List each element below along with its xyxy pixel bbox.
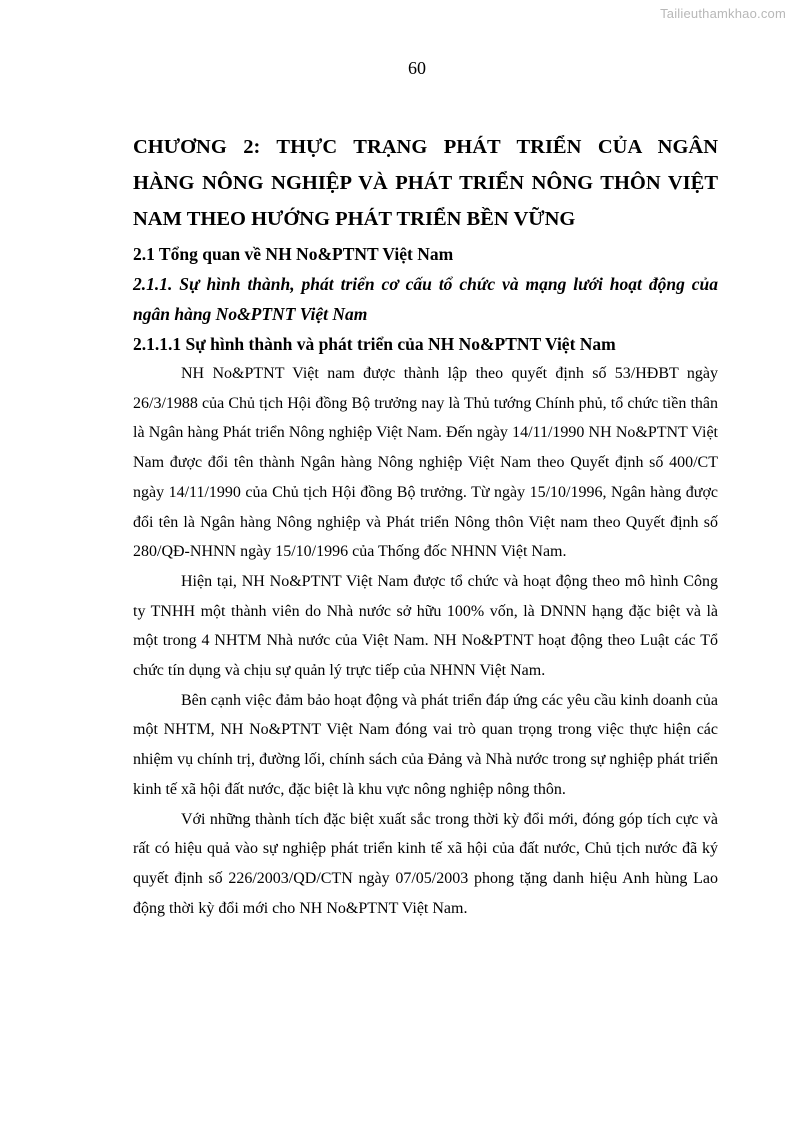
watermark: Tailieuthamkhao.com — [660, 6, 786, 21]
chapter-title-line: CHƯƠNG 2: THỰC TRẠNG PHÁT TRIỂN CỦA NGÂN — [133, 136, 718, 158]
paragraph-current-status: Hiện tại, NH No&PTNT Việt Nam được tổ chức và hoạt động theo mô hình Công ty TNHH một thành viên do Nhà nước sở hữu 100% vốn, là DNNN hạng đặc biệt và là một trong 4 NHTM Nhà nước của Việt Nam. NH No&PTNT hoạt động theo Luật các Tổ chức tín dụng và chịu sự quản lý trực tiếp của NHNN Việt Nam. — [133, 572, 718, 680]
page-number: 60 — [408, 58, 426, 78]
chapter-title-line: NAM THEO HƯỚNG PHÁT TRIỂN BỀN VỮNG — [133, 208, 576, 230]
chapter-title-line: HÀNG NÔNG NGHIỆP VÀ PHÁT TRIỂN NÔNG THÔN VIỆT — [133, 172, 718, 194]
paragraph-founding: NH No&PTNT Việt nam được thành lập theo quyết định số 53/HĐBT ngày 26/3/1988 của Chủ tịch Hội đồng Bộ trưởng nay là Thủ tướng Chính phủ, tổ chức tiền thân là Ngân hàng Phát triển Nông nghiệp Việt Nam. Đến ngày 14/11/1990 NH No&PTNT Việt Nam được đổi tên thành Ngân hàng Nông nghiệp Việt Nam theo Quyết định số 400/CT ngày 14/11/1990 của Chủ tịch Hội đồng Bộ trưởng. Từ ngày 15/10/1996, Ngân hàng được đổi tên là Ngân hàng Nông nghiệp và Phát triển Nông thôn Việt nam theo Quyết định số 280/QĐ-NHNN ngày 15/10/1996 của Thống đốc NHNN Việt Nam. — [133, 365, 718, 561]
paragraph-award: Với những thành tích đặc biệt xuất sắc trong thời kỳ đổi mới, đóng góp tích cực và rất có hiệu quả vào sự nghiệp phát triển kinh tế xã hội của đất nước, Chủ tịch nước đã ký quyết định số 226/2003/QD/CTN ngày 07/05/2003 phong tặng danh hiệu Anh hùng Lao động thời kỳ đổi mới cho NH No&PTNT Việt Nam. — [133, 810, 718, 917]
section-heading-line: ngân hàng No&PTNT Việt Nam — [133, 304, 368, 324]
section-heading-2-1-1 — [133, 269, 718, 329]
page-content — [133, 129, 718, 923]
section-heading-line: 2.1.1. Sự hình thành, phát triển cơ cấu tổ chức và mạng lưới hoạt động của — [133, 274, 718, 294]
paragraph-role: Bên cạnh việc đảm bảo hoạt động và phát triển đáp ứng các yêu cầu kinh doanh của một NHTM, NH No&PTNT Việt Nam đóng vai trò quan trọng trong việc thực hiện các nhiệm vụ chính trị, đường lối, chính sách của Đảng và Nhà nước trong sự nghiệp phát triển kinh tế xã hội đất nước, đặc biệt là khu vực nông nghiệp nông thôn. — [133, 691, 718, 798]
section-heading-2-1: 2.1 Tổng quan về NH No&PTNT Việt Nam — [133, 244, 454, 264]
chapter-title — [133, 129, 718, 237]
section-heading-2-1-1-1: 2.1.1.1 Sự hình thành và phát triển của NH No&PTNT Việt Nam — [133, 334, 616, 354]
